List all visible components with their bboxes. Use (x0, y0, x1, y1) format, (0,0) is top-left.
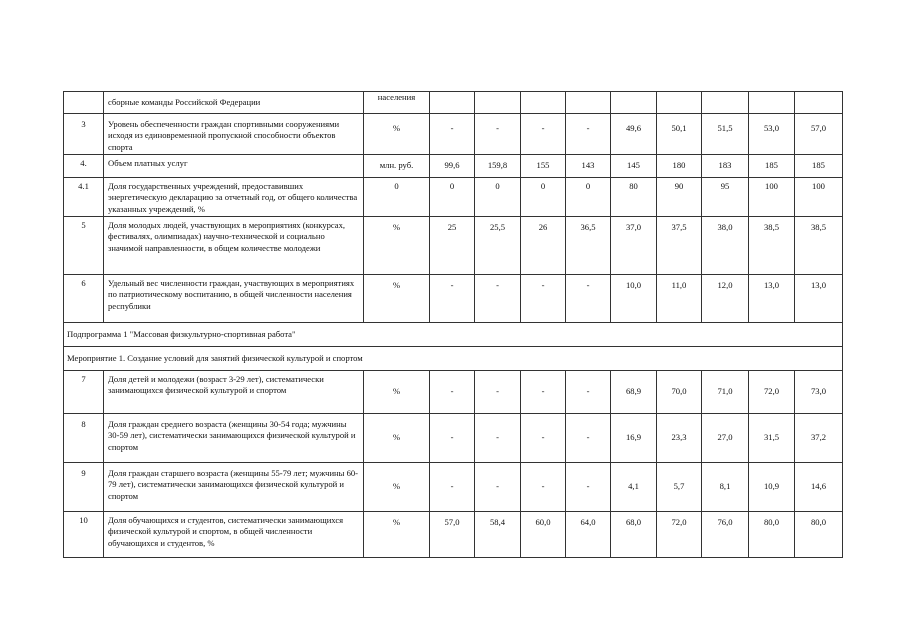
value-cell: - (521, 371, 566, 414)
row-number: 3 (64, 114, 104, 155)
indicators-table (63, 91, 843, 558)
value-cell (795, 92, 843, 114)
unit-cell: % (364, 371, 430, 414)
section-title: Подпрограмма 1 "Массовая физкультурно-спортивная работа" (64, 323, 843, 347)
value-cell: - (430, 414, 475, 463)
value-cell: 72,0 (749, 371, 795, 414)
value-cell: 180 (657, 155, 702, 178)
value-cell: 71,0 (702, 371, 749, 414)
value-cell (657, 92, 702, 114)
value-cell: 36,5 (566, 217, 611, 275)
row-number (64, 92, 104, 114)
table-row (64, 217, 843, 275)
value-cell: - (430, 463, 475, 512)
table-row (64, 463, 843, 512)
unit-cell: % (364, 512, 430, 558)
value-cell: - (475, 463, 521, 512)
value-cell (475, 92, 521, 114)
value-cell: 0 (430, 178, 475, 217)
row-number: 5 (64, 217, 104, 275)
value-cell: - (566, 114, 611, 155)
value-cell: 95 (702, 178, 749, 217)
table-row (64, 371, 843, 414)
section-row (64, 347, 843, 371)
indicator-name: Уровень обеспеченности граждан спортивными сооружениями исходя из единовременной пропускной способности объектов спорта (104, 114, 364, 155)
indicator-name: Удельный вес численности граждан, участвующих в мероприятиях по патриотическому воспитанию, в общей численности населения республики (104, 275, 364, 323)
table-row (64, 512, 843, 558)
value-cell: - (566, 275, 611, 323)
value-cell: - (566, 371, 611, 414)
row-number: 9 (64, 463, 104, 512)
value-cell: 185 (749, 155, 795, 178)
indicator-name: Доля граждан старшего возраста (женщины 55-79 лет; мужчины 60-79 лет), систематически занимающихся физической культурой и спортом (104, 463, 364, 512)
value-cell (521, 92, 566, 114)
value-cell: - (475, 371, 521, 414)
value-cell: - (475, 414, 521, 463)
value-cell: 80,0 (749, 512, 795, 558)
value-cell: - (566, 463, 611, 512)
value-cell: 25 (430, 217, 475, 275)
table-row (64, 92, 843, 114)
value-cell: 183 (702, 155, 749, 178)
value-cell (566, 92, 611, 114)
indicator-name: Доля молодых людей, участвующих в мероприятиях (конкурсах, фестивалях, олимпиадах) научно-технической и социально значимой направленности, в общем количестве молодежи (104, 217, 364, 275)
value-cell: 72,0 (657, 512, 702, 558)
value-cell: 26 (521, 217, 566, 275)
value-cell: 8,1 (702, 463, 749, 512)
value-cell: 38,0 (702, 217, 749, 275)
indicator-name: Доля граждан среднего возраста (женщины 30-54 года; мужчины 30-59 лет), систематически занимающихся физической культурой и спортом (104, 414, 364, 463)
value-cell: 13,0 (749, 275, 795, 323)
value-cell: 16,9 (611, 414, 657, 463)
unit-cell: млн. руб. (364, 155, 430, 178)
value-cell: 80,0 (795, 512, 843, 558)
value-cell (749, 92, 795, 114)
value-cell: 10,9 (749, 463, 795, 512)
value-cell: - (430, 114, 475, 155)
value-cell: 155 (521, 155, 566, 178)
value-cell: 51,5 (702, 114, 749, 155)
value-cell: 58,4 (475, 512, 521, 558)
unit-cell: 0 (364, 178, 430, 217)
table-row (64, 178, 843, 217)
value-cell: - (430, 371, 475, 414)
indicator-name: Объем платных услуг (104, 155, 364, 178)
unit-cell: % (364, 275, 430, 323)
value-cell: 68,9 (611, 371, 657, 414)
section-title: Мероприятие 1. Создание условий для занятий физической культурой и спортом (64, 347, 843, 371)
unit-cell: % (364, 414, 430, 463)
value-cell: 99,6 (430, 155, 475, 178)
value-cell: 68,0 (611, 512, 657, 558)
value-cell: - (521, 114, 566, 155)
value-cell: 145 (611, 155, 657, 178)
value-cell: 0 (475, 178, 521, 217)
value-cell: - (566, 414, 611, 463)
value-cell: 13,0 (795, 275, 843, 323)
row-number: 4. (64, 155, 104, 178)
value-cell (611, 92, 657, 114)
value-cell: 49,6 (611, 114, 657, 155)
value-cell: 14,6 (795, 463, 843, 512)
value-cell: 38,5 (795, 217, 843, 275)
indicator-name: Доля государственных учреждений, предоставивших энергетическую декларацию за отчетный год, от общего количества указанных учреждений, % (104, 178, 364, 217)
row-number: 8 (64, 414, 104, 463)
value-cell: - (475, 275, 521, 323)
value-cell: 70,0 (657, 371, 702, 414)
value-cell: - (475, 114, 521, 155)
value-cell: 37,0 (611, 217, 657, 275)
indicator-name: Доля обучающихся и студентов, систематически занимающихся физической культурой и спортом, в общей численности обучающихся и студентов, % (104, 512, 364, 558)
value-cell: 4,1 (611, 463, 657, 512)
section-row (64, 323, 843, 347)
value-cell: 73,0 (795, 371, 843, 414)
value-cell: 37,5 (657, 217, 702, 275)
value-cell: 50,1 (657, 114, 702, 155)
value-cell (702, 92, 749, 114)
row-number: 6 (64, 275, 104, 323)
table-row (64, 275, 843, 323)
unit-cell: % (364, 217, 430, 275)
value-cell: 10,0 (611, 275, 657, 323)
value-cell: 37,2 (795, 414, 843, 463)
value-cell: 25,5 (475, 217, 521, 275)
value-cell: 31,5 (749, 414, 795, 463)
unit-cell: населения (364, 92, 430, 114)
value-cell: 38,5 (749, 217, 795, 275)
value-cell: 100 (795, 178, 843, 217)
value-cell: 64,0 (566, 512, 611, 558)
value-cell: - (521, 414, 566, 463)
value-cell: 12,0 (702, 275, 749, 323)
value-cell: - (521, 275, 566, 323)
value-cell: 143 (566, 155, 611, 178)
unit-cell: % (364, 114, 430, 155)
table-row (64, 114, 843, 155)
row-number: 7 (64, 371, 104, 414)
value-cell: 185 (795, 155, 843, 178)
value-cell: 23,3 (657, 414, 702, 463)
value-cell: 57,0 (795, 114, 843, 155)
value-cell: 76,0 (702, 512, 749, 558)
value-cell: 0 (521, 178, 566, 217)
value-cell: - (521, 463, 566, 512)
indicator-name: Доля детей и молодежи (возраст 3-29 лет), систематически занимающихся физической культурой и спортом (104, 371, 364, 414)
table-row (64, 155, 843, 178)
table-row (64, 414, 843, 463)
value-cell: 57,0 (430, 512, 475, 558)
value-cell: 0 (566, 178, 611, 217)
value-cell: 80 (611, 178, 657, 217)
value-cell: 5,7 (657, 463, 702, 512)
value-cell: 53,0 (749, 114, 795, 155)
value-cell: 159,8 (475, 155, 521, 178)
unit-cell: % (364, 463, 430, 512)
row-number: 10 (64, 512, 104, 558)
indicator-name: сборные команды Российской Федерации (104, 92, 364, 114)
value-cell: 11,0 (657, 275, 702, 323)
value-cell: 60,0 (521, 512, 566, 558)
value-cell: 90 (657, 178, 702, 217)
row-number: 4.1 (64, 178, 104, 217)
value-cell: 100 (749, 178, 795, 217)
value-cell (430, 92, 475, 114)
value-cell: - (430, 275, 475, 323)
value-cell: 27,0 (702, 414, 749, 463)
